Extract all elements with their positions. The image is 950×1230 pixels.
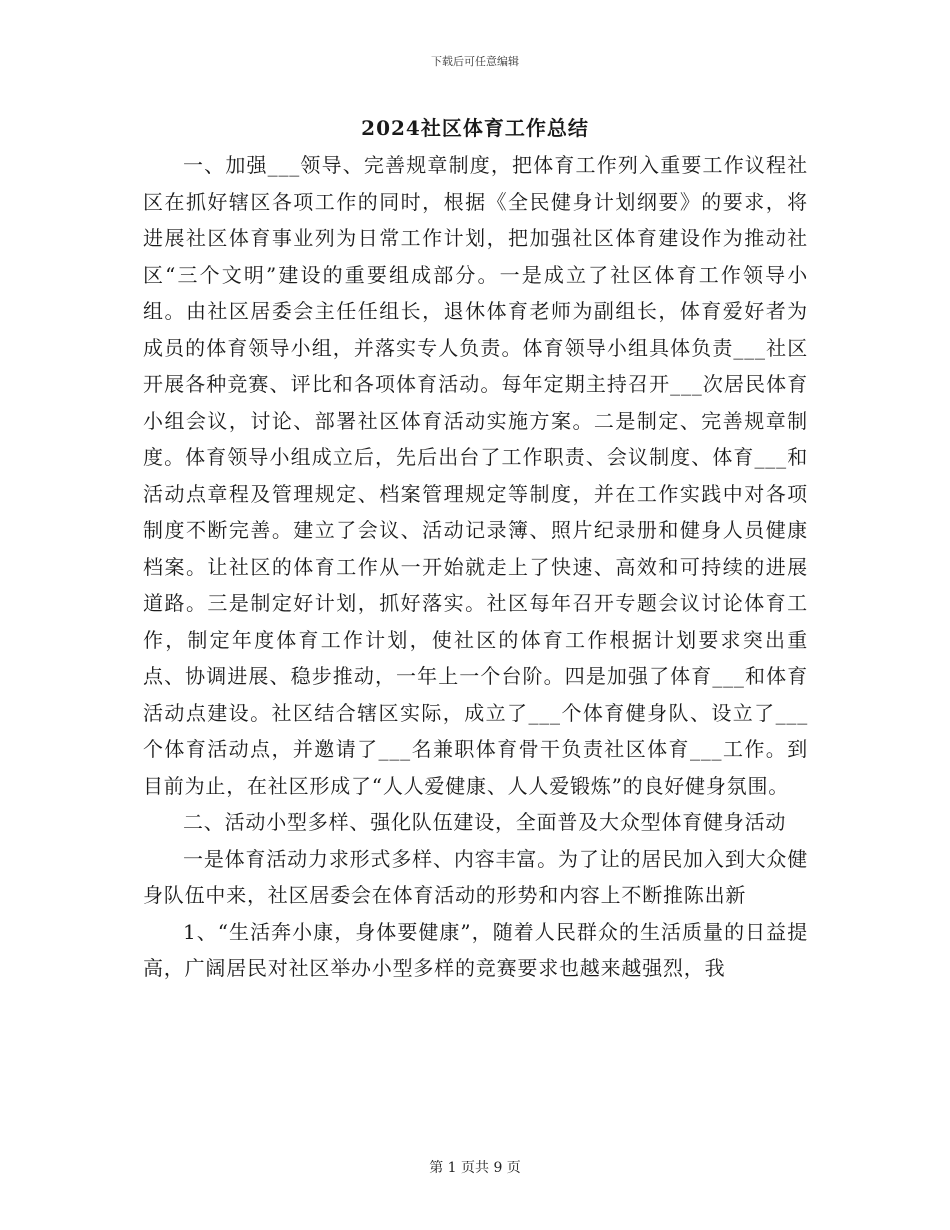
document-title: 2024社区体育工作总结 xyxy=(361,116,589,140)
paragraph-4: 1、“生活奔小康，身体要健康”，随着人民群众的生活质量的日益提高，广阔居民对社区举办小型多样的竞赛要求也越来越强烈，我 xyxy=(143,919,808,980)
paragraph-2: 二、活动小型多样、强化队伍建设，全面普及大众型体育健身活动 xyxy=(183,810,787,834)
header-note: 下载后可任意编辑 xyxy=(431,55,519,68)
paragraph-3: 一是体育活动力求形式多样、内容丰富。为了让的居民加入到大众健身队伍中来，社区居委会在体育活动的形势和内容上不断推陈出新 xyxy=(143,846,808,907)
document-body xyxy=(143,147,808,987)
paragraph-1: 一、加强___领导、完善规章制度，把体育工作列入重要工作议程社区在抓好辖区各项工作的同时，根据《全民健身计划纲要》的要求，将进展社区体育事业列为日常工作计划，把加强社区体育建设作为推动社区“三个文明”建设的重要组成部分。一是成立了社区体育工作领导小组。由社区居委会主任任组长，退休体育老师为副组长，体育爱好者为成员的体育领导小组，并落实专人负责。体育领导小组具体负责___社区开展各种竞赛、评比和各项体育活动。每年定期主持召开___次居民体育小组会议，讨论、部署社区体育活动实施方案。二是制定、完善规章制度。体育领导小组成立后，先后出台了工作职责、会议制度、体育___和活动点章程及管理规定、档案管理规定等制度，并在工作实践中对各项制度不断完善。建立了会议、活动记录簿、照片纪录册和健身人员健康档案。让社区的体育工作从一开始就走上了快速、高效和可持续的进展道路。三是制定好计划，抓好落实。社区每年召开专题会议讨论体育工作，制定年度体育工作计划，使社区的体育工作根据计划要求突出重点、协调进展、稳步推动，一年上一个台阶。四是加强了体育___和体育活动点建设。社区结合辖区实际，成立了___个体育健身队、设立了___个体育活动点，并邀请了___名兼职体育骨干负责社区体育___工作。到目前为止，在社区形成了“人人爱健康、人人爱锻炼”的良好健身氛围。 xyxy=(143,153,808,798)
page-footer: 第 1 页共 9 页 xyxy=(429,1160,521,1176)
